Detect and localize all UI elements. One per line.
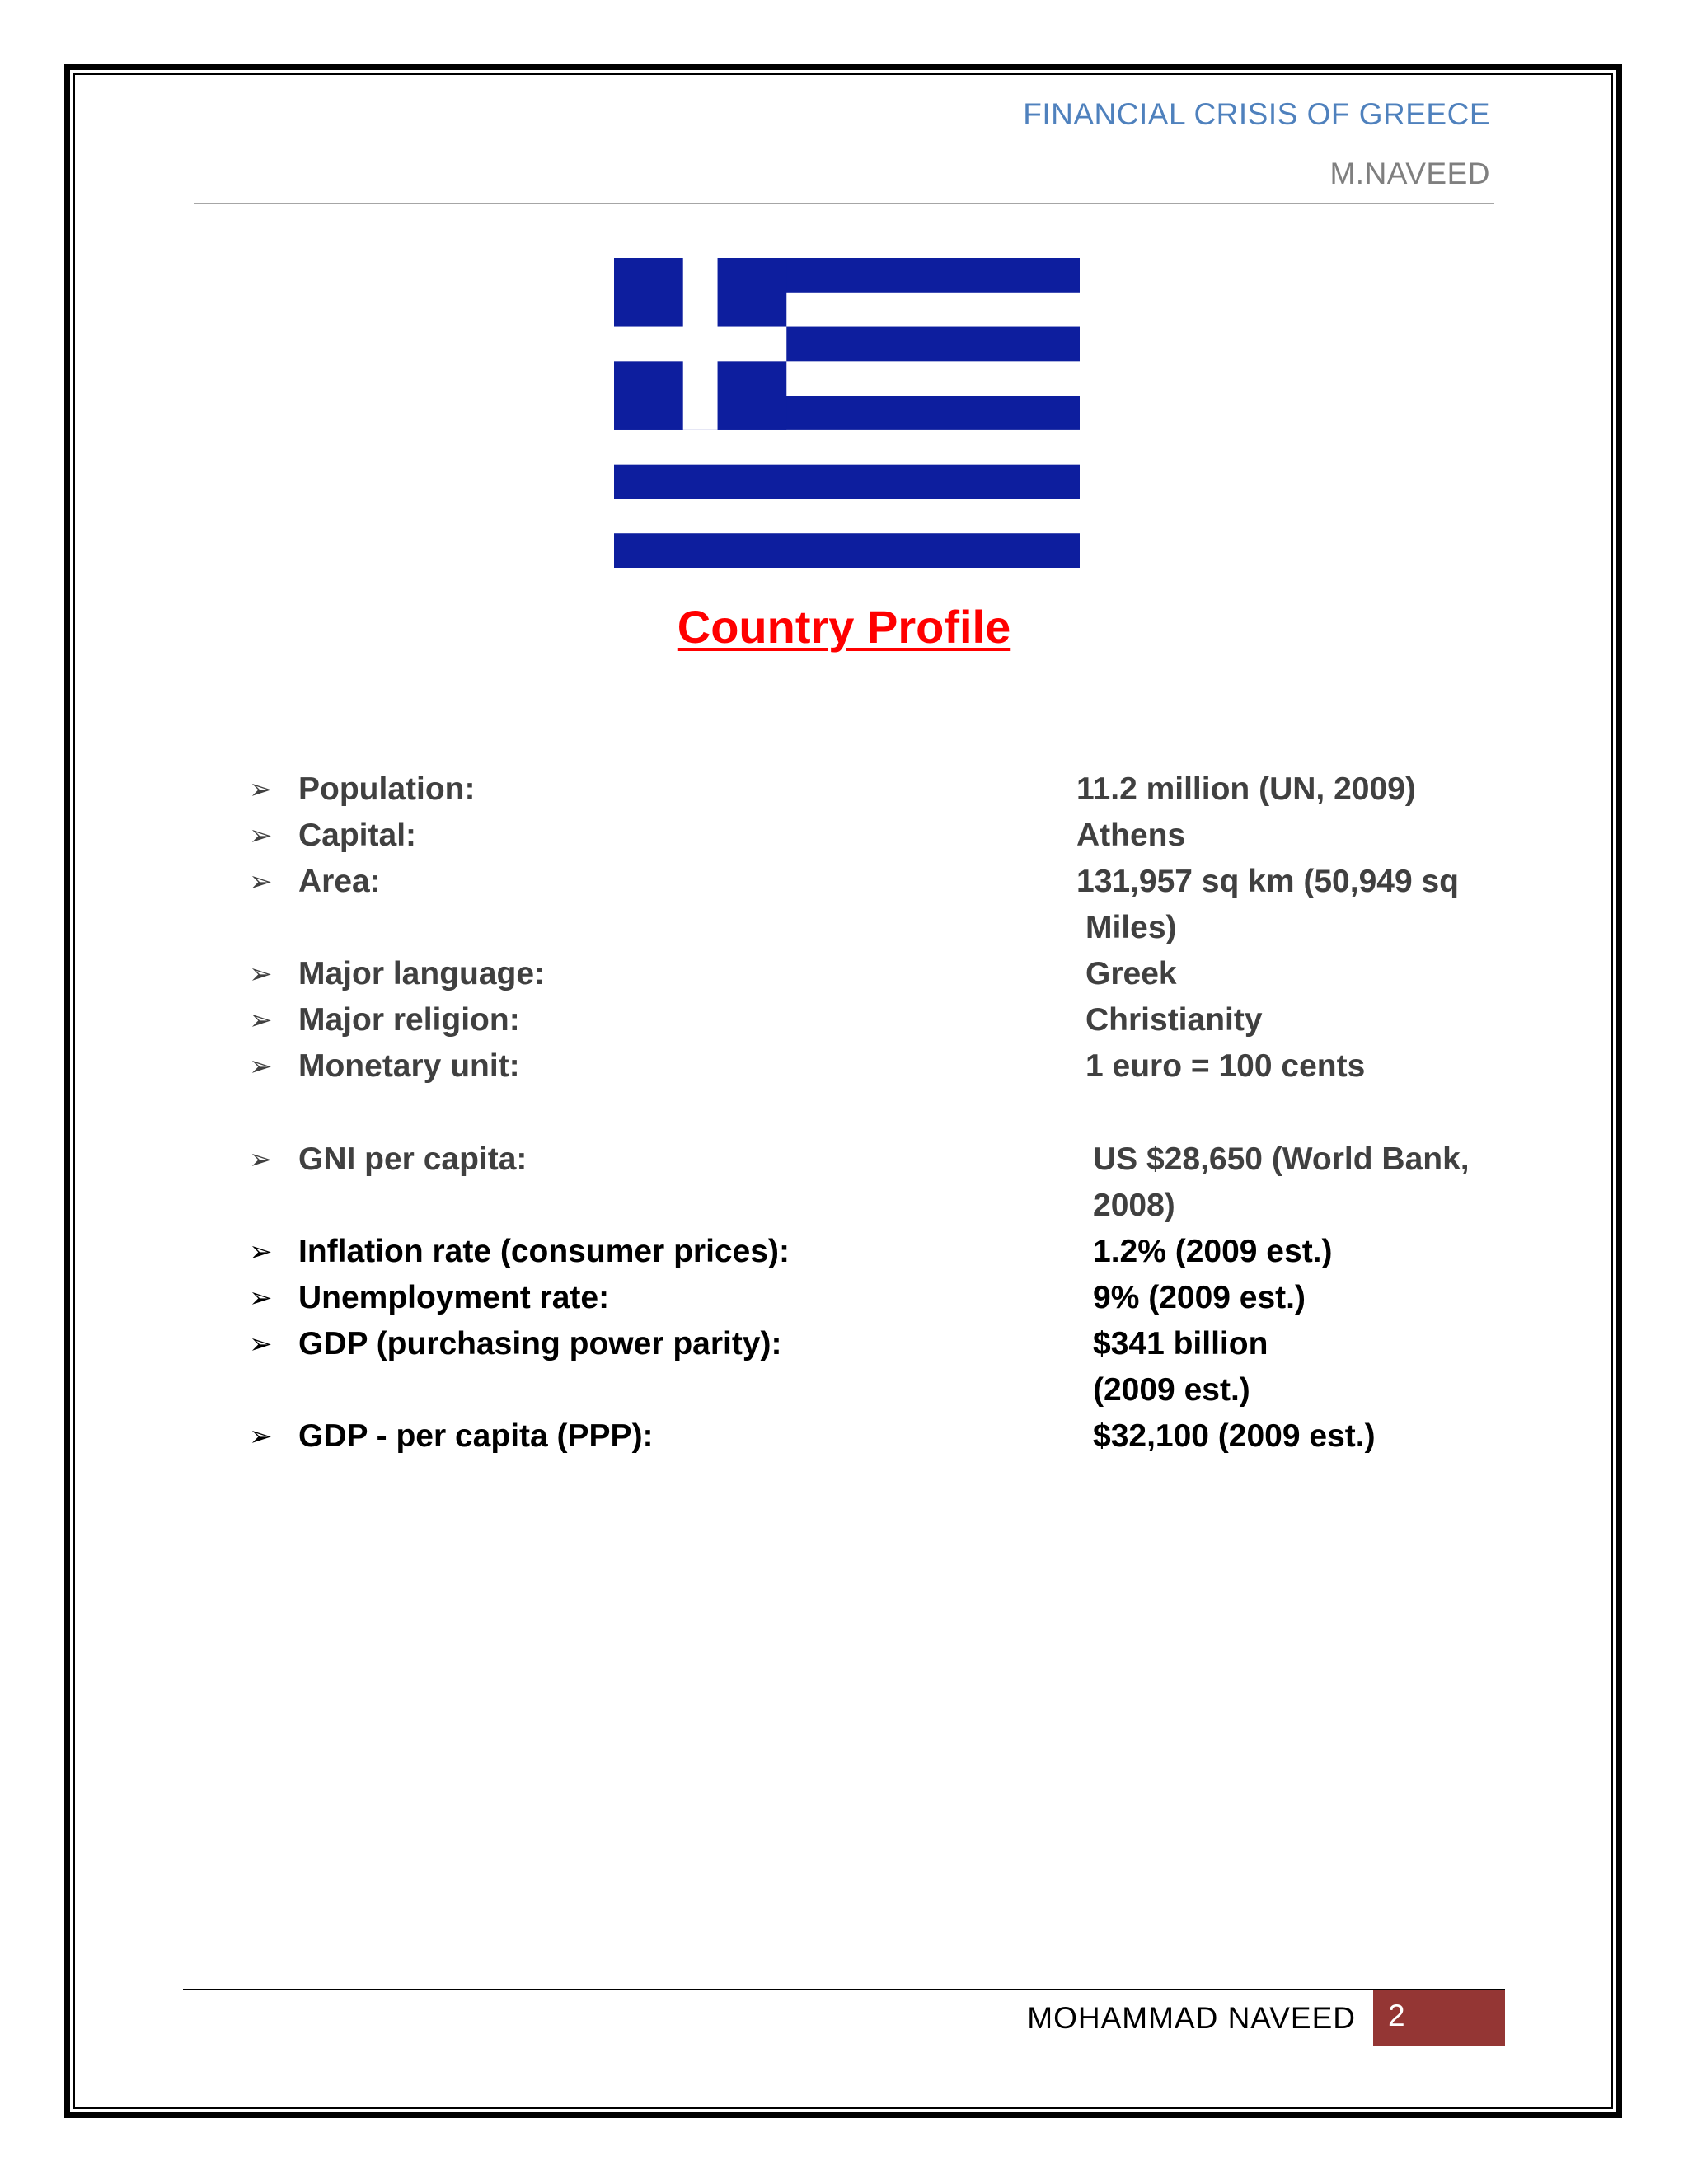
bullet-arrow-icon: ➢ xyxy=(249,1051,273,1082)
profile-value: Athens xyxy=(1076,818,1186,853)
profile-value: US $28,650 (World Bank, xyxy=(1093,1141,1470,1177)
header-title: FINANCIAL CRISIS OF GREECE xyxy=(1023,97,1490,131)
bullet-arrow-icon: ➢ xyxy=(249,774,273,805)
profile-row-inflation xyxy=(0,1229,1688,1275)
bullet-arrow-icon: ➢ xyxy=(249,820,273,851)
profile-row-language xyxy=(0,951,1688,997)
bullet-arrow-icon: ➢ xyxy=(249,958,273,990)
profile-row-religion xyxy=(0,997,1688,1043)
profile-value-continued: Miles) xyxy=(1085,910,1177,945)
profile-value: 9% (2009 est.) xyxy=(1093,1280,1306,1315)
profile-value: $32,100 (2009 est.) xyxy=(1093,1418,1376,1454)
footer-divider xyxy=(183,1989,1505,1990)
profile-row-gdp-per-capita xyxy=(0,1413,1688,1460)
profile-value: Greek xyxy=(1085,956,1177,991)
profile-value: 11.2 million (UN, 2009) xyxy=(1076,771,1416,807)
greek-flag-image xyxy=(614,258,1080,568)
bullet-arrow-icon: ➢ xyxy=(249,866,273,898)
profile-value: Christianity xyxy=(1085,1002,1263,1038)
profile-label: Major language: xyxy=(298,956,546,991)
bullet-arrow-icon: ➢ xyxy=(249,1421,273,1452)
profile-label: GDP - per capita (PPP): xyxy=(298,1418,654,1454)
profile-value-continued: (2009 est.) xyxy=(1093,1372,1250,1408)
section-title: Country Profile xyxy=(677,601,1011,653)
profile-row-capital xyxy=(0,813,1688,859)
profile-row-area-cont xyxy=(0,905,1688,951)
profile-row-gni xyxy=(0,1137,1688,1183)
profile-value: 1.2% (2009 est.) xyxy=(1093,1234,1333,1269)
profile-label: GNI per capita: xyxy=(298,1141,528,1177)
profile-label: GDP (purchasing power parity): xyxy=(298,1326,782,1361)
page-number-badge xyxy=(1373,1990,1505,2046)
bullet-arrow-icon: ➢ xyxy=(249,1329,273,1360)
footer-author-name: MOHAMMAD NAVEED xyxy=(1027,2001,1356,2035)
profile-value-continued: 2008) xyxy=(1093,1188,1175,1223)
header-author: M.NAVEED xyxy=(1329,157,1490,190)
profile-value: $341 billion xyxy=(1093,1326,1268,1361)
profile-label: Monetary unit: xyxy=(298,1048,520,1084)
profile-label: Population: xyxy=(298,771,476,807)
profile-label: Area: xyxy=(298,864,381,899)
profile-row-area xyxy=(0,859,1688,905)
bullet-arrow-icon: ➢ xyxy=(249,1144,273,1175)
profile-row-unemployment xyxy=(0,1275,1688,1321)
profile-label: Unemployment rate: xyxy=(298,1280,610,1315)
profile-row-gni-cont xyxy=(0,1183,1688,1229)
profile-row-gdp-ppp xyxy=(0,1321,1688,1367)
profile-value: 1 euro = 100 cents xyxy=(1085,1048,1366,1084)
profile-row-gdp-ppp-cont xyxy=(0,1367,1688,1413)
profile-row-population xyxy=(0,766,1688,813)
bullet-arrow-icon: ➢ xyxy=(249,1005,273,1036)
profile-row-monetary-unit xyxy=(0,1043,1688,1090)
profile-label: Major religion: xyxy=(298,1002,520,1038)
header-divider xyxy=(194,203,1494,204)
profile-label: Capital: xyxy=(298,818,417,853)
bullet-arrow-icon: ➢ xyxy=(249,1236,273,1268)
page-number: 2 xyxy=(1388,1999,1405,2032)
profile-value: 131,957 sq km (50,949 sq xyxy=(1076,864,1459,899)
bullet-arrow-icon: ➢ xyxy=(249,1282,273,1314)
profile-label: Inflation rate (consumer prices): xyxy=(298,1234,790,1269)
